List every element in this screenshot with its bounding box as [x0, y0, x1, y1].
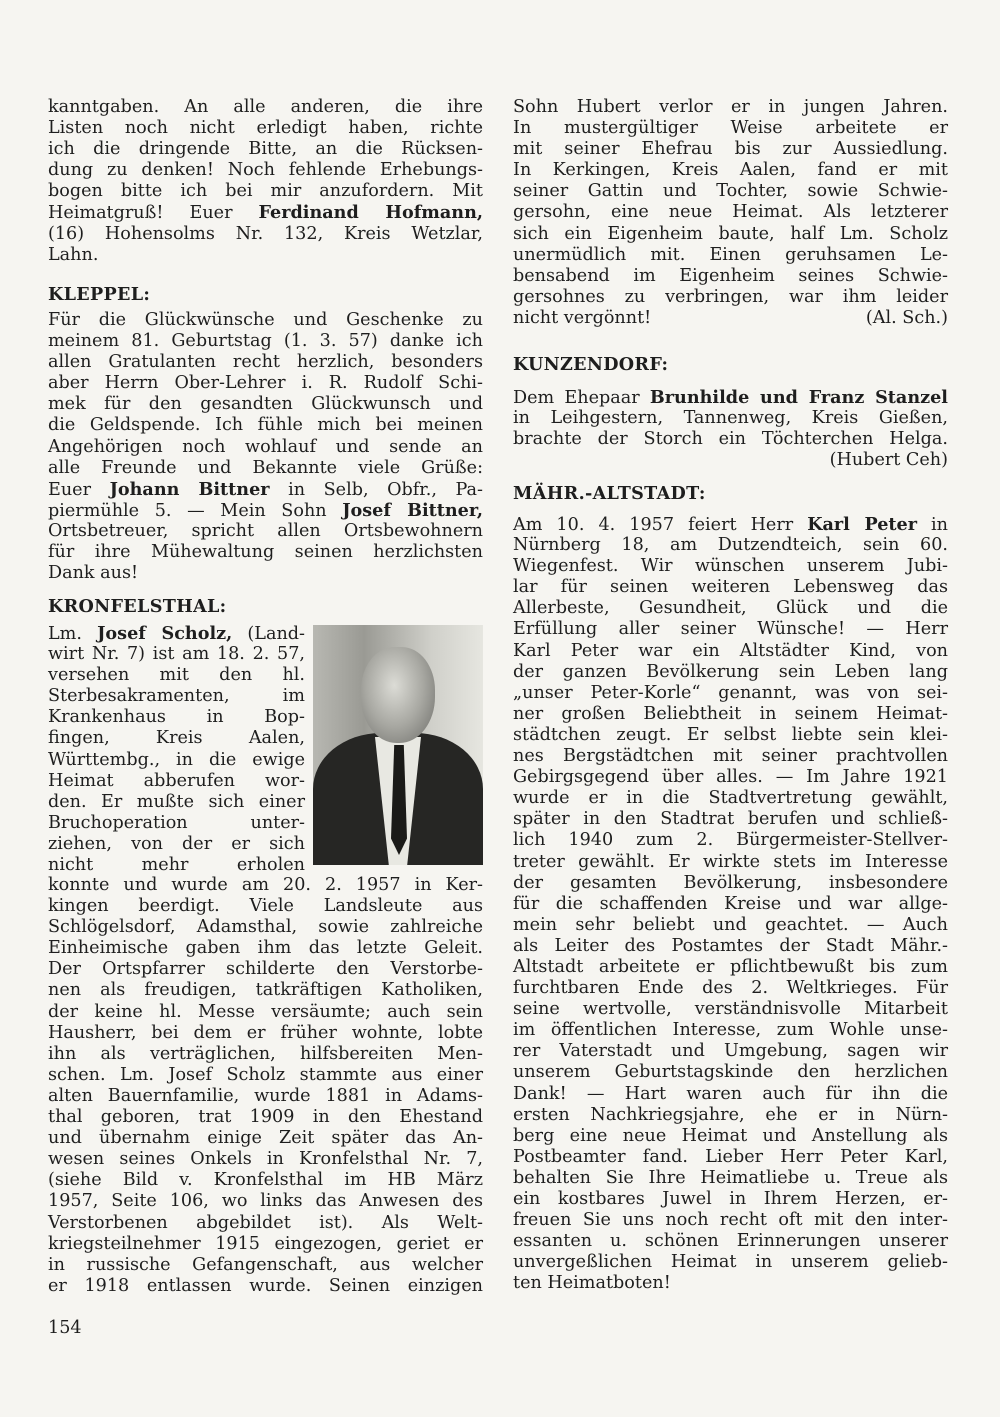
text-line: Bruchoperation unter- [48, 812, 305, 833]
text-line: 1957, Seite 106, wo links das Anwesen des [48, 1191, 483, 1212]
text-line: ner großen Beliebtheit in seinem Heimat- [513, 703, 948, 724]
kronfelsthal-last-line [513, 308, 948, 329]
text-line: meinem 81. Geburtstag (1. 3. 57) danke ich [48, 331, 483, 352]
text-line [48, 500, 483, 521]
text-line: In Kerkingen, Kreis Aalen, fand er mit [513, 160, 948, 181]
text-line: seine wertvolle, verständnisvolle Mitarbeit [513, 999, 948, 1020]
text-line: essanten u. schönen Erinnerungen unserer [513, 1231, 948, 1252]
author-credit: (Hubert Ceh) [829, 450, 948, 470]
text-segment: Dem Ehepaar [513, 388, 650, 408]
text-line: in Leihgestern, Tannenweg, Kreis Gießen, [513, 408, 948, 429]
text-line: ersten Nachkriegsjahre, ehe er in Nürn- [513, 1104, 948, 1125]
text-line: kriegsteilnehmer 1915 eingezogen, geriet er [48, 1233, 483, 1254]
text-line: unermüdlich mit. Einen geruhsamen Le- [513, 244, 948, 265]
text-segment: Euer [48, 479, 110, 500]
text-line: versehen mit den hl. [48, 665, 305, 686]
text-segment: in Selb, Obfr., Pa- [269, 479, 483, 500]
text-line: (16) Hohensolms Nr. 132, Kreis Wetzlar, [48, 223, 483, 244]
text-line: Sterbesakramenten, im [48, 686, 305, 707]
text-line: Sohn Hubert verlor er in jungen Jahren. [513, 97, 948, 117]
text-segment: Heimatgruß! Euer [48, 203, 259, 224]
text-line: in russische Gefangenschaft, aus welcher [48, 1254, 483, 1275]
heading-kunzendorf: KUNZENDORF: [513, 354, 669, 375]
text-line: mek für den gesandten Glückwunsch und [48, 394, 483, 415]
text-line: behalten Sie Ihre Heimatliebe u. Treue als [513, 1167, 948, 1188]
kronfelsthal-continued [513, 97, 948, 308]
text-line: Verstorbenen abgebildet ist). Als Welt- [48, 1212, 483, 1233]
last-line-text: nicht vergönnt! [513, 308, 652, 328]
text-line: die Geldspende. Ich fühle mich bei meinen [48, 415, 483, 436]
text-line: Schlögelsdorf, Adamsthal, sowie zahlreiche [48, 917, 483, 938]
text-line: Lahn. [48, 244, 99, 265]
text-line: Hausherr, bei dem er früher wohnte, lobte [48, 1022, 483, 1043]
text-line: lar für seinen weiteren Lebensweg das [513, 577, 948, 598]
text-line: In mustergültiger Weise arbeitete er [513, 118, 948, 139]
text-line: lich 1940 zum 2. Bürgermeister-Stellver- [513, 830, 948, 851]
intro-text [48, 97, 483, 266]
text-line: er 1918 entlassen wurde. Seinen einzigen [48, 1275, 483, 1296]
kronfelsthal-text-beside-photo [48, 623, 305, 876]
text-line: Krankenhaus in Bop- [48, 707, 305, 728]
heading-kleppel: KLEPPEL: [48, 284, 151, 305]
text-line: der gesamten Bevölkerung, insbesondere [513, 872, 948, 893]
text-line: aber Herrn Ober-Lehrer i. R. Rudolf Schi- [48, 373, 483, 394]
text-line: ich die dringende Bitte, an die Rücksen- [48, 139, 483, 160]
text-line: ten Heimatboten! [513, 1273, 671, 1294]
text-line: thal geboren, trat 1909 in den Ehestand [48, 1107, 483, 1128]
text-line: brachte der Storch ein Töchterchen Helga. [513, 429, 948, 450]
text-line: (siehe Bild v. Kronfelsthal im HB März [48, 1170, 483, 1191]
text-line: Karl Peter war ein Altstädter Kind, von [513, 640, 948, 661]
text-line: berg eine neue Heimat und Anstellung als [513, 1125, 948, 1146]
text-line: gersohn, eine neue Heimat. Als letzterer [513, 202, 948, 223]
text-line: kingen beerdigt. Viele Landsleute aus [48, 896, 483, 917]
page-number: 154 [48, 1318, 82, 1338]
text-line: furchtbaren Ende des 2. Weltkrieges. Für [513, 978, 948, 999]
portrait-photo-josef-scholz [313, 625, 483, 865]
text-line: Für die Glückwünsche und Geschenke zu [48, 310, 483, 330]
text-line: ein kostbares Juwel in Ihrem Herzen, er- [513, 1189, 948, 1209]
text-segment: Am 10. 4. 1957 feiert Herr [513, 515, 808, 535]
text-line: Heimat abberufen wor- [48, 770, 305, 791]
text-line: Postbeamter fand. Lieber Herr Peter Karl, [513, 1146, 948, 1167]
text-line [48, 479, 483, 500]
text-line: wesen seines Onkels in Kronfelsthal Nr. 7, [48, 1149, 483, 1170]
text-segment: Lm. [48, 624, 98, 644]
bold-name: Karl Peter [807, 514, 917, 535]
altstadt-text [513, 514, 948, 1294]
bold-name: Josef Bittner, [342, 499, 483, 521]
text-line: wirt Nr. 7) ist am 18. 2. 57, [48, 644, 305, 665]
kronfelsthal-text [48, 875, 483, 1297]
text-line: bogen bitte ich bei mir anzufordern. Mit [48, 181, 483, 202]
text-line: unserem Geburtstagskinde den herzlichen [513, 1062, 948, 1083]
bold-name: Johann Bittner [109, 478, 270, 500]
text-line: Einheimische gaben ihm das letzte Geleit. [48, 938, 483, 959]
text-line: Gebirgsgegend über alles. — Im Jahre 1921 [513, 767, 948, 788]
text-line: Angehörigen noch wohlauf und sende an [48, 436, 483, 457]
text-line: schen. Lm. Josef Scholz stammte aus einer [48, 1064, 483, 1085]
text-line: fingen, Kreis Aalen, [48, 728, 305, 749]
text-line: Allerbeste, Gesundheit, Glück und die [513, 598, 948, 619]
text-line: für die schaffenden Kreise und war allge- [513, 893, 948, 914]
text-line: mit seiner Ehefrau bis zur Aussiedlung. [513, 139, 948, 160]
text-line: Nürnberg 18, am Dutzendteich, sein 60. [513, 535, 948, 556]
text-line: nen als freudigen, tatkräftigen Katholiken, [48, 980, 483, 1001]
text-line: allen Gratulanten recht herzlich, besonders [48, 352, 483, 373]
kunzendorf-text [513, 387, 948, 450]
text-line: als Leiter des Postamtes der Stadt Mähr.- [513, 935, 948, 956]
text-line: Listen noch nicht erledigt haben, richte [48, 118, 483, 139]
text-line: Erfüllung aller seiner Wünsche! — Herr [513, 619, 948, 640]
text-line: und übernahm einige Zeit später das An- [48, 1128, 483, 1149]
text-segment: in [916, 515, 948, 535]
bold-name: Ferdinand Hofmann, [258, 202, 483, 224]
text-line: Der Ortspfarrer schilderte den Verstorbe- [48, 959, 483, 980]
text-line [513, 514, 948, 535]
text-line: mein sehr beliebt und geachtet. — Auch [513, 914, 948, 935]
text-line: treter gewählt. Er wirkte stets im Interesse [513, 851, 948, 872]
text-line: der ganzen Bevölkerung sein Leben lang [513, 661, 948, 682]
heading-kronfelsthal: KRONFELSTHAL: [48, 596, 227, 617]
text-segment: piermühle 5. — Mein Sohn [48, 500, 343, 521]
text-line: im öffentlichen Interesse, zum Wohle unse- [513, 1020, 948, 1041]
text-line: Altstadt arbeitete er pflichtbewußt bis zum [513, 956, 948, 977]
text-line: „unser Peter-Korle“ genannt, was von sei- [513, 682, 948, 703]
kleppel-text [48, 310, 483, 584]
text-line: konnte und wurde am 20. 2. 1957 in Ker- [48, 875, 483, 895]
text-line: sich ein Eigenheim baute, half Lm. Scholz [513, 223, 948, 244]
text-line: Dank! — Hart waren auch für ihn die [513, 1083, 948, 1104]
text-line: nes Bergstädtchen mit seiner prachtvollen [513, 746, 948, 767]
text-line: freuen Sie uns noch recht oft mit den inter- [513, 1210, 948, 1231]
text-line: alten Bauernfamilie, wurde 1881 in Adams- [48, 1085, 483, 1106]
text-line [48, 202, 483, 223]
text-segment: (Land- [232, 624, 305, 644]
text-line: alle Freunde und Bekannte viele Grüße: [48, 457, 483, 478]
text-line [513, 387, 948, 408]
text-line: später in den Stadtrat berufen und schließ- [513, 809, 948, 830]
text-line: Württembg., in die ewige [48, 749, 305, 770]
text-line: rer Vaterstadt und Umgebung, sagen wir [513, 1041, 948, 1062]
text-line: ihn als verträglichen, hilfsbereiten Men- [48, 1043, 483, 1064]
text-line: wurde er in die Stadtvertretung gewählt, [513, 788, 948, 809]
text-line: für ihre Mühewaltung seinen herzlichsten [48, 542, 483, 563]
text-line: kanntgaben. An alle anderen, die ihre [48, 97, 483, 117]
bold-name: Brunhilde und Franz Stanzel [649, 387, 948, 408]
text-line: nicht mehr erholen [48, 855, 305, 876]
text-line [48, 623, 305, 644]
text-line: Dank aus! [48, 563, 139, 584]
kunzendorf-credit-row [513, 450, 948, 471]
text-line: ziehen, von der er sich [48, 833, 305, 854]
text-line: gersohnes zu verbringen, war ihm leider [513, 286, 948, 307]
text-line: Wiegenfest. Wir wünschen unserem Jubi- [513, 556, 948, 577]
text-line: dung zu denken! Noch fehlende Erhebungs- [48, 160, 483, 181]
text-line: der keine hl. Messe versäumte; auch sein [48, 1001, 483, 1022]
text-line: den. Er mußte sich einer [48, 791, 305, 812]
heading-maehr-altstadt: MÄHR.-ALTSTADT: [513, 483, 706, 504]
text-line: bensabend im Eigenheim seines Schwie- [513, 265, 948, 286]
text-line: seiner Gattin und Tochter, sowie Schwie- [513, 181, 948, 202]
bold-name: Josef Scholz, [97, 623, 233, 644]
text-line: städtchen zeugt. Er selbst liebte sein klei- [513, 724, 948, 745]
text-line: Ortsbetreuer, spricht allen Ortsbewohnern [48, 520, 483, 541]
author-credit: (Al. Sch.) [865, 308, 948, 328]
text-line: unvergeßlichen Heimat in unserem gelieb- [513, 1252, 948, 1273]
